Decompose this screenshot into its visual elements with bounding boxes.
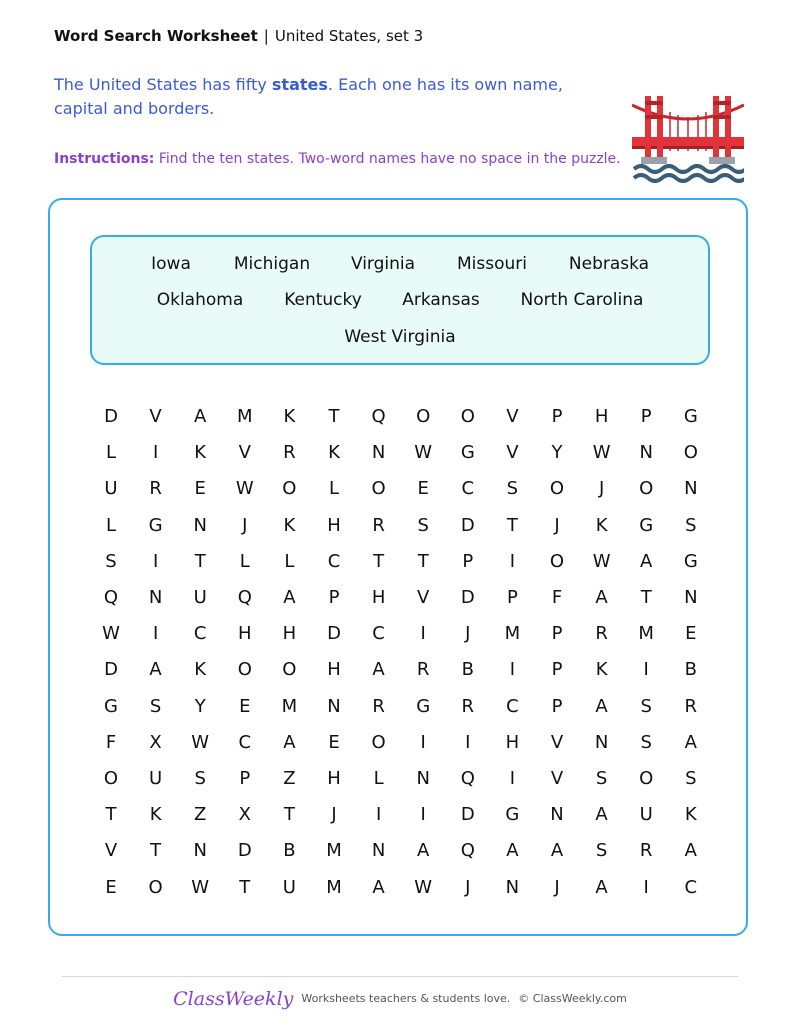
grid-letter: A [283,731,296,753]
grid-letter: S [640,695,652,717]
grid-letter: S [149,695,162,717]
grid-letter: A [640,550,653,572]
intro-text-before: The United States has fifty [54,75,272,94]
grid-letter: H [238,623,252,645]
grid-letter: Q [371,406,386,427]
grid-letter: A [149,659,162,681]
grid-letter: T [239,876,251,898]
grid-letter: K [194,659,207,681]
grid-letter: D [104,659,118,681]
grid-letter: U [639,804,653,826]
grid-letter: C [372,623,385,645]
grid-letter: E [417,478,429,500]
grid-letter: H [505,731,520,753]
header-separator: | [263,27,269,45]
grid-letter: L [105,442,117,464]
word-bank-item: Michigan [233,254,311,274]
grid-letter: O [282,659,297,681]
grid-letter: W [235,478,254,500]
grid-letter: D [460,514,475,536]
grid-letter: O [371,731,386,753]
grid-letter: K [194,442,207,464]
grid-letter: N [550,804,564,826]
grid-letter: I [509,768,516,789]
grid-letter: I [420,731,426,753]
worksheet-header [54,27,423,45]
grid-letter: T [105,804,117,826]
grid-letter: R [149,478,162,500]
grid-letter: U [193,587,207,608]
grid-letter: V [238,442,251,464]
grid-letter: L [239,550,250,572]
grid-letter: K [283,406,296,427]
grid-letter: D [460,804,475,826]
grid-letter: C [684,876,698,898]
grid-letter: O [549,478,565,500]
grid-letter: D [104,406,118,427]
word-bank-item: Iowa [151,254,191,274]
grid-letter: R [461,695,475,717]
grid-letter: W [592,442,611,464]
grid-letter: V [550,768,564,789]
worksheet-subtitle: United States, set 3 [274,27,424,45]
grid-letter: I [643,876,649,898]
grid-letter: N [193,840,207,862]
grid-letter: A [506,840,519,862]
word-bank-item: Virginia [350,254,416,274]
grid-letter: E [239,695,251,717]
word-bank-item: West Virginia [344,327,456,347]
grid-letter: I [465,731,471,753]
grid-letter: I [509,550,516,572]
grid-letter: N [505,876,520,898]
grid-letter: A [372,659,385,681]
grid-letter: C [193,623,207,645]
grid-letter: V [149,406,162,427]
grid-letter: I [152,442,159,464]
grid-letter: A [684,840,697,862]
grid-letter: X [238,804,251,826]
grid-letter: D [460,587,475,608]
grid-letter: H [327,768,341,789]
grid-letter: A [550,840,564,862]
grid-letter: M [638,623,654,645]
grid-letter: T [640,587,652,608]
grid-letter: J [554,876,560,898]
grid-letter: P [506,587,518,608]
grid-letter: T [417,550,429,572]
grid-letter: P [551,695,563,717]
grid-letter: R [595,623,608,645]
grid-letter: L [373,768,384,789]
footer-tagline: Worksheets teachers & students love. [301,992,511,1005]
footer-divider [62,976,738,977]
grid-letter: W [414,442,433,464]
grid-letter: J [331,804,337,826]
grid-letter: O [460,406,475,427]
grid-letter: V [550,731,564,753]
grid-letter: G [683,550,698,572]
grid-letter: U [149,768,163,789]
word-bank-item: Nebraska [568,254,650,274]
grid-letter: J [465,876,471,898]
grid-letter: R [416,659,430,681]
grid-letter: T [150,840,162,862]
grid-letter: N [684,587,698,608]
grid-letter: K [283,514,296,536]
grid-letter: R [639,840,653,862]
grid-letter: H [327,514,341,536]
grid-letter: E [328,731,340,753]
grid-letter: G [505,804,520,826]
grid-letter: O [148,876,163,898]
instructions [54,151,621,167]
grid-letter: L [284,550,295,572]
grid-letter: E [105,876,117,898]
grid-letter: Z [283,768,296,789]
grid-letter: Q [237,587,252,608]
grid-letter: N [594,731,609,753]
grid-letter: F [551,587,563,608]
grid-letter: N [371,840,386,862]
grid-letter: H [371,587,386,608]
grid-letter: T [506,514,518,536]
grid-letter: Q [460,768,475,789]
grid-letter: W [191,876,210,898]
grid-letter: T [373,550,385,572]
grid-letter: M [326,876,342,898]
intro-bold-word: states [271,75,328,94]
footer-copyright: © ClassWeekly.com [518,992,627,1005]
grid-letter: I [152,623,159,645]
grid-letter: J [465,623,471,645]
grid-letter: A [595,876,608,898]
grid-letter: L [105,514,117,536]
grid-letter: G [104,695,118,717]
grid-letter: P [640,406,652,427]
grid-letter: B [461,659,474,681]
grid-letter: V [104,840,118,862]
grid-letter: M [237,406,253,427]
grid-letter: B [684,659,697,681]
grid-letter: I [152,550,159,572]
grid-letter: T [328,406,340,427]
grid-letter: I [420,804,426,826]
grid-letter: W [102,623,120,645]
grid-letter: A [684,731,697,753]
grid-letter: I [509,659,516,681]
grid-letter: S [595,840,608,862]
grid-letter: W [592,550,611,572]
grid-letter: V [417,587,430,608]
grid-letter: R [684,695,698,717]
grid-letter: S [685,514,697,536]
bridge-icon [632,93,744,183]
intro-paragraph [54,73,614,121]
grid-letter: W [414,876,433,898]
instructions-label: Instructions: [54,151,155,167]
word-bank-item: North Carolina [520,290,644,310]
grid-letter: B [283,840,296,862]
grid-letter: N [371,442,386,464]
grid-letter: O [639,768,654,789]
grid-letter: U [282,876,296,898]
worksheet-title: Word Search Worksheet [54,27,258,45]
grid-letter: M [326,840,342,862]
grid-letter: N [684,478,698,500]
grid-letter: C [327,550,341,572]
grid-letter: C [238,731,252,753]
grid-letter: E [194,478,206,500]
grid-letter: G [460,442,475,464]
grid-letter: P [462,550,474,572]
grid-letter: N [193,514,207,536]
grid-letter: H [282,623,297,645]
grid-letter: I [643,659,649,681]
footer [0,988,800,1010]
grid-letter: L [328,478,340,500]
grid-letter: K [595,514,608,536]
word-bank-item: Kentucky [284,290,362,310]
grid-letter: S [506,478,519,500]
grid-letter: Q [460,840,475,862]
grid-letter: K [149,804,162,826]
grid-letter: S [640,731,652,753]
grid-letter: J [554,514,560,536]
grid-letter: M [504,623,521,645]
grid-letter: D [237,840,252,862]
grid-letter: A [595,587,608,608]
grid-letter: O [639,478,654,500]
grid-letter: V [506,406,519,427]
grid-letter: I [375,804,382,826]
grid-letter: G [148,514,163,536]
grid-letter: A [283,587,296,608]
grid-letter: U [104,478,118,500]
grid-letter: W [191,731,210,753]
grid-letter: K [684,804,697,826]
grid-letter: N [639,442,653,464]
grid-letter: O [371,478,386,500]
grid-letter: I [420,623,426,645]
grid-letter: O [103,768,119,789]
grid-letter: P [239,768,251,789]
grid-letter: S [685,768,697,789]
grid-letter: R [283,442,296,464]
grid-letter: R [372,695,385,717]
grid-letter: G [683,406,698,427]
grid-letter: O [549,550,565,572]
intro-text-after: . Each one has its own name, capital and borders. [54,75,563,118]
grid-letter: X [149,731,162,753]
grid-letter: S [595,768,608,789]
grid-letter: K [328,442,340,464]
brand-logo: ClassWeekly [173,988,294,1010]
grid-letter: S [194,768,206,789]
grid-letter: Y [551,442,563,464]
grid-letter: P [551,623,563,645]
grid-letter: H [594,406,609,427]
grid-letter: Q [103,587,119,608]
grid-letter: R [372,514,385,536]
grid-letter: O [416,406,431,427]
grid-letter: Z [194,804,207,826]
instructions-text: Find the ten states. Two-word names have no space in the puzzle. [154,151,621,167]
grid-letter: F [105,731,117,753]
word-bank-item: Oklahoma [156,290,244,310]
grid-letter: J [598,478,605,500]
grid-letter: J [242,514,248,536]
grid-letter: O [237,659,252,681]
word-bank-item: Arkansas [402,290,480,310]
grid-letter: D [327,623,341,645]
grid-letter: H [327,659,341,681]
grid-letter: P [551,659,563,681]
grid-letter: P [328,587,340,608]
grid-letter: A [417,840,430,862]
grid-letter: G [416,695,431,717]
grid-letter: O [683,442,698,464]
grid-letter: T [283,804,295,826]
grid-letter: A [372,876,385,898]
grid-letter: S [417,514,429,536]
grid-letter: M [281,695,298,717]
grid-letter: G [639,514,654,536]
grid-letter: C [506,695,519,717]
grid-letter: T [194,550,206,572]
grid-letter: P [551,406,563,427]
grid-letter: V [506,442,519,464]
word-bank-item: Missouri [457,254,527,274]
grid-letter: N [327,695,341,717]
grid-letter: C [461,478,475,500]
grid-letter: A [194,406,207,427]
grid-letter: N [416,768,430,789]
grid-letter: K [595,659,608,681]
grid-letter: A [595,695,608,717]
grid-letter: A [595,804,608,826]
grid-letter: Y [194,695,206,717]
grid-letter: N [148,587,163,608]
grid-letter: S [105,550,117,572]
grid-letter: O [282,478,297,500]
grid-letter: E [685,623,697,645]
